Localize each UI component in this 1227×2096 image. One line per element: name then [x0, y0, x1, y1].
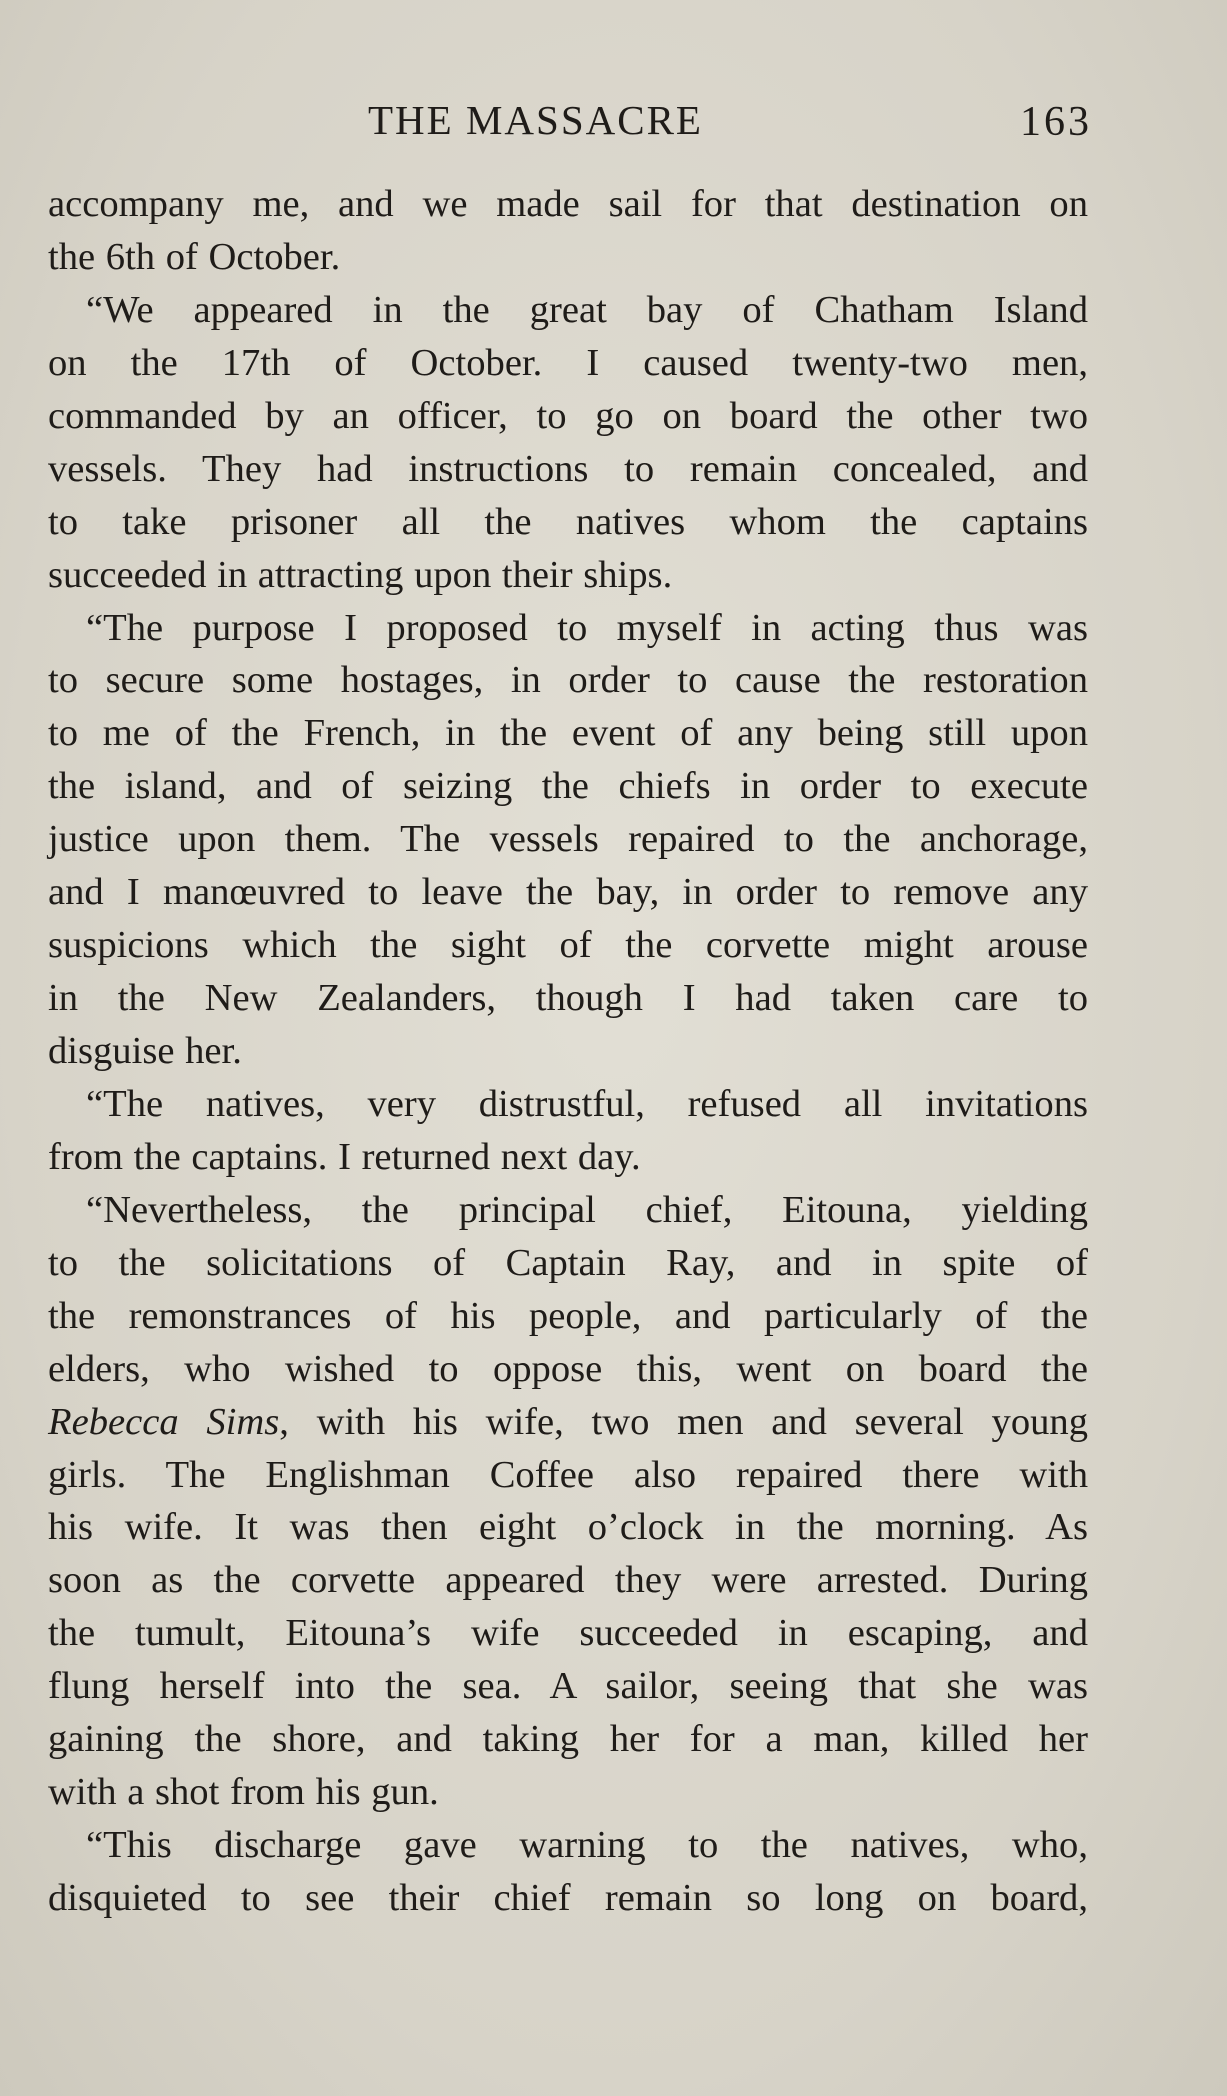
text-line: “We appeared in the great bay of Chatham Island — [86, 288, 1088, 331]
text-line: disguise her. — [48, 1030, 242, 1072]
paragraph-5 — [48, 1184, 1088, 1819]
text-line: to the solicitations of Captain Ray, and in spite of — [48, 1241, 1088, 1284]
running-title: THE MASSACRE — [368, 97, 703, 143]
text-line: “This discharge gave warning to the natives, who, — [86, 1824, 1088, 1867]
ship-name: Rebecca Sims — [48, 1400, 280, 1443]
paragraph-3 — [48, 602, 1088, 1078]
text-line: with a shot from his gun. — [48, 1771, 439, 1814]
text-line: his wife. It was then eight o’clock in the morning. As — [48, 1506, 1088, 1549]
text-line: “Nevertheless, the principal chief, Eitouna, yielding — [86, 1188, 1088, 1231]
text-line: disquieted to see their chief remain so long on board, — [48, 1877, 1088, 1919]
text-line: to secure some hostages, in order to cause the restoration — [48, 659, 1088, 702]
text-line: to me of the French, in the event of any being still upon — [48, 712, 1088, 755]
text-line: to take prisoner all the natives whom the captains — [48, 500, 1088, 543]
text-fragment: , with his wife, two men and several young — [279, 1400, 1088, 1443]
running-head — [0, 92, 1227, 148]
text-line: justice upon them. The vessels repaired to the anchorage, — [48, 818, 1088, 861]
paragraph-4 — [48, 1078, 1088, 1184]
text-line: “The purpose I proposed to myself in acting thus was — [86, 606, 1088, 649]
text-line: girls. The Englishman Coffee also repaired there with — [48, 1453, 1088, 1496]
paragraph-1 — [48, 178, 1088, 284]
text-line: suspicions which the sight of the corvette might arouse — [48, 924, 1088, 967]
page-number: 163 — [1020, 99, 1092, 145]
text-line: on the 17th of October. I caused twenty-two men, — [48, 341, 1088, 384]
text-line: from the captains. I returned next day. — [48, 1135, 641, 1178]
text-line: succeeded in attracting upon their ships. — [48, 553, 673, 596]
text-line: vessels. They had instructions to remain concealed, and — [48, 447, 1088, 490]
text-line-with-ship-name — [48, 1396, 1088, 1449]
body-text — [48, 178, 1088, 1925]
text-line: elders, who wished to oppose this, went on board the — [48, 1347, 1088, 1390]
text-line: commanded by an officer, to go on board the other two — [48, 394, 1088, 437]
text-line: gaining the shore, and taking her for a man, killed her — [48, 1718, 1088, 1761]
paragraph-6 — [48, 1819, 1088, 1925]
text-line: and I manœuvred to leave the bay, in order to remove any — [48, 871, 1088, 914]
text-line: in the New Zealanders, though I had taken care to — [48, 977, 1088, 1020]
text-line: the island, and of seizing the chiefs in order to execute — [48, 765, 1088, 808]
paragraph-2 — [48, 284, 1088, 602]
text-line: flung herself into the sea. A sailor, seeing that she was — [48, 1665, 1088, 1708]
text-line: the 6th of October. — [48, 235, 341, 278]
text-line: soon as the corvette appeared they were arrested. During — [48, 1559, 1088, 1602]
text-line: the tumult, Eitouna’s wife succeeded in escaping, and — [48, 1612, 1088, 1655]
text-line: the remonstrances of his people, and particularly of the — [48, 1294, 1088, 1337]
text-line: accompany me, and we made sail for that destination on — [48, 183, 1088, 225]
text-line: “The natives, very distrustful, refused all invitations — [86, 1082, 1088, 1125]
